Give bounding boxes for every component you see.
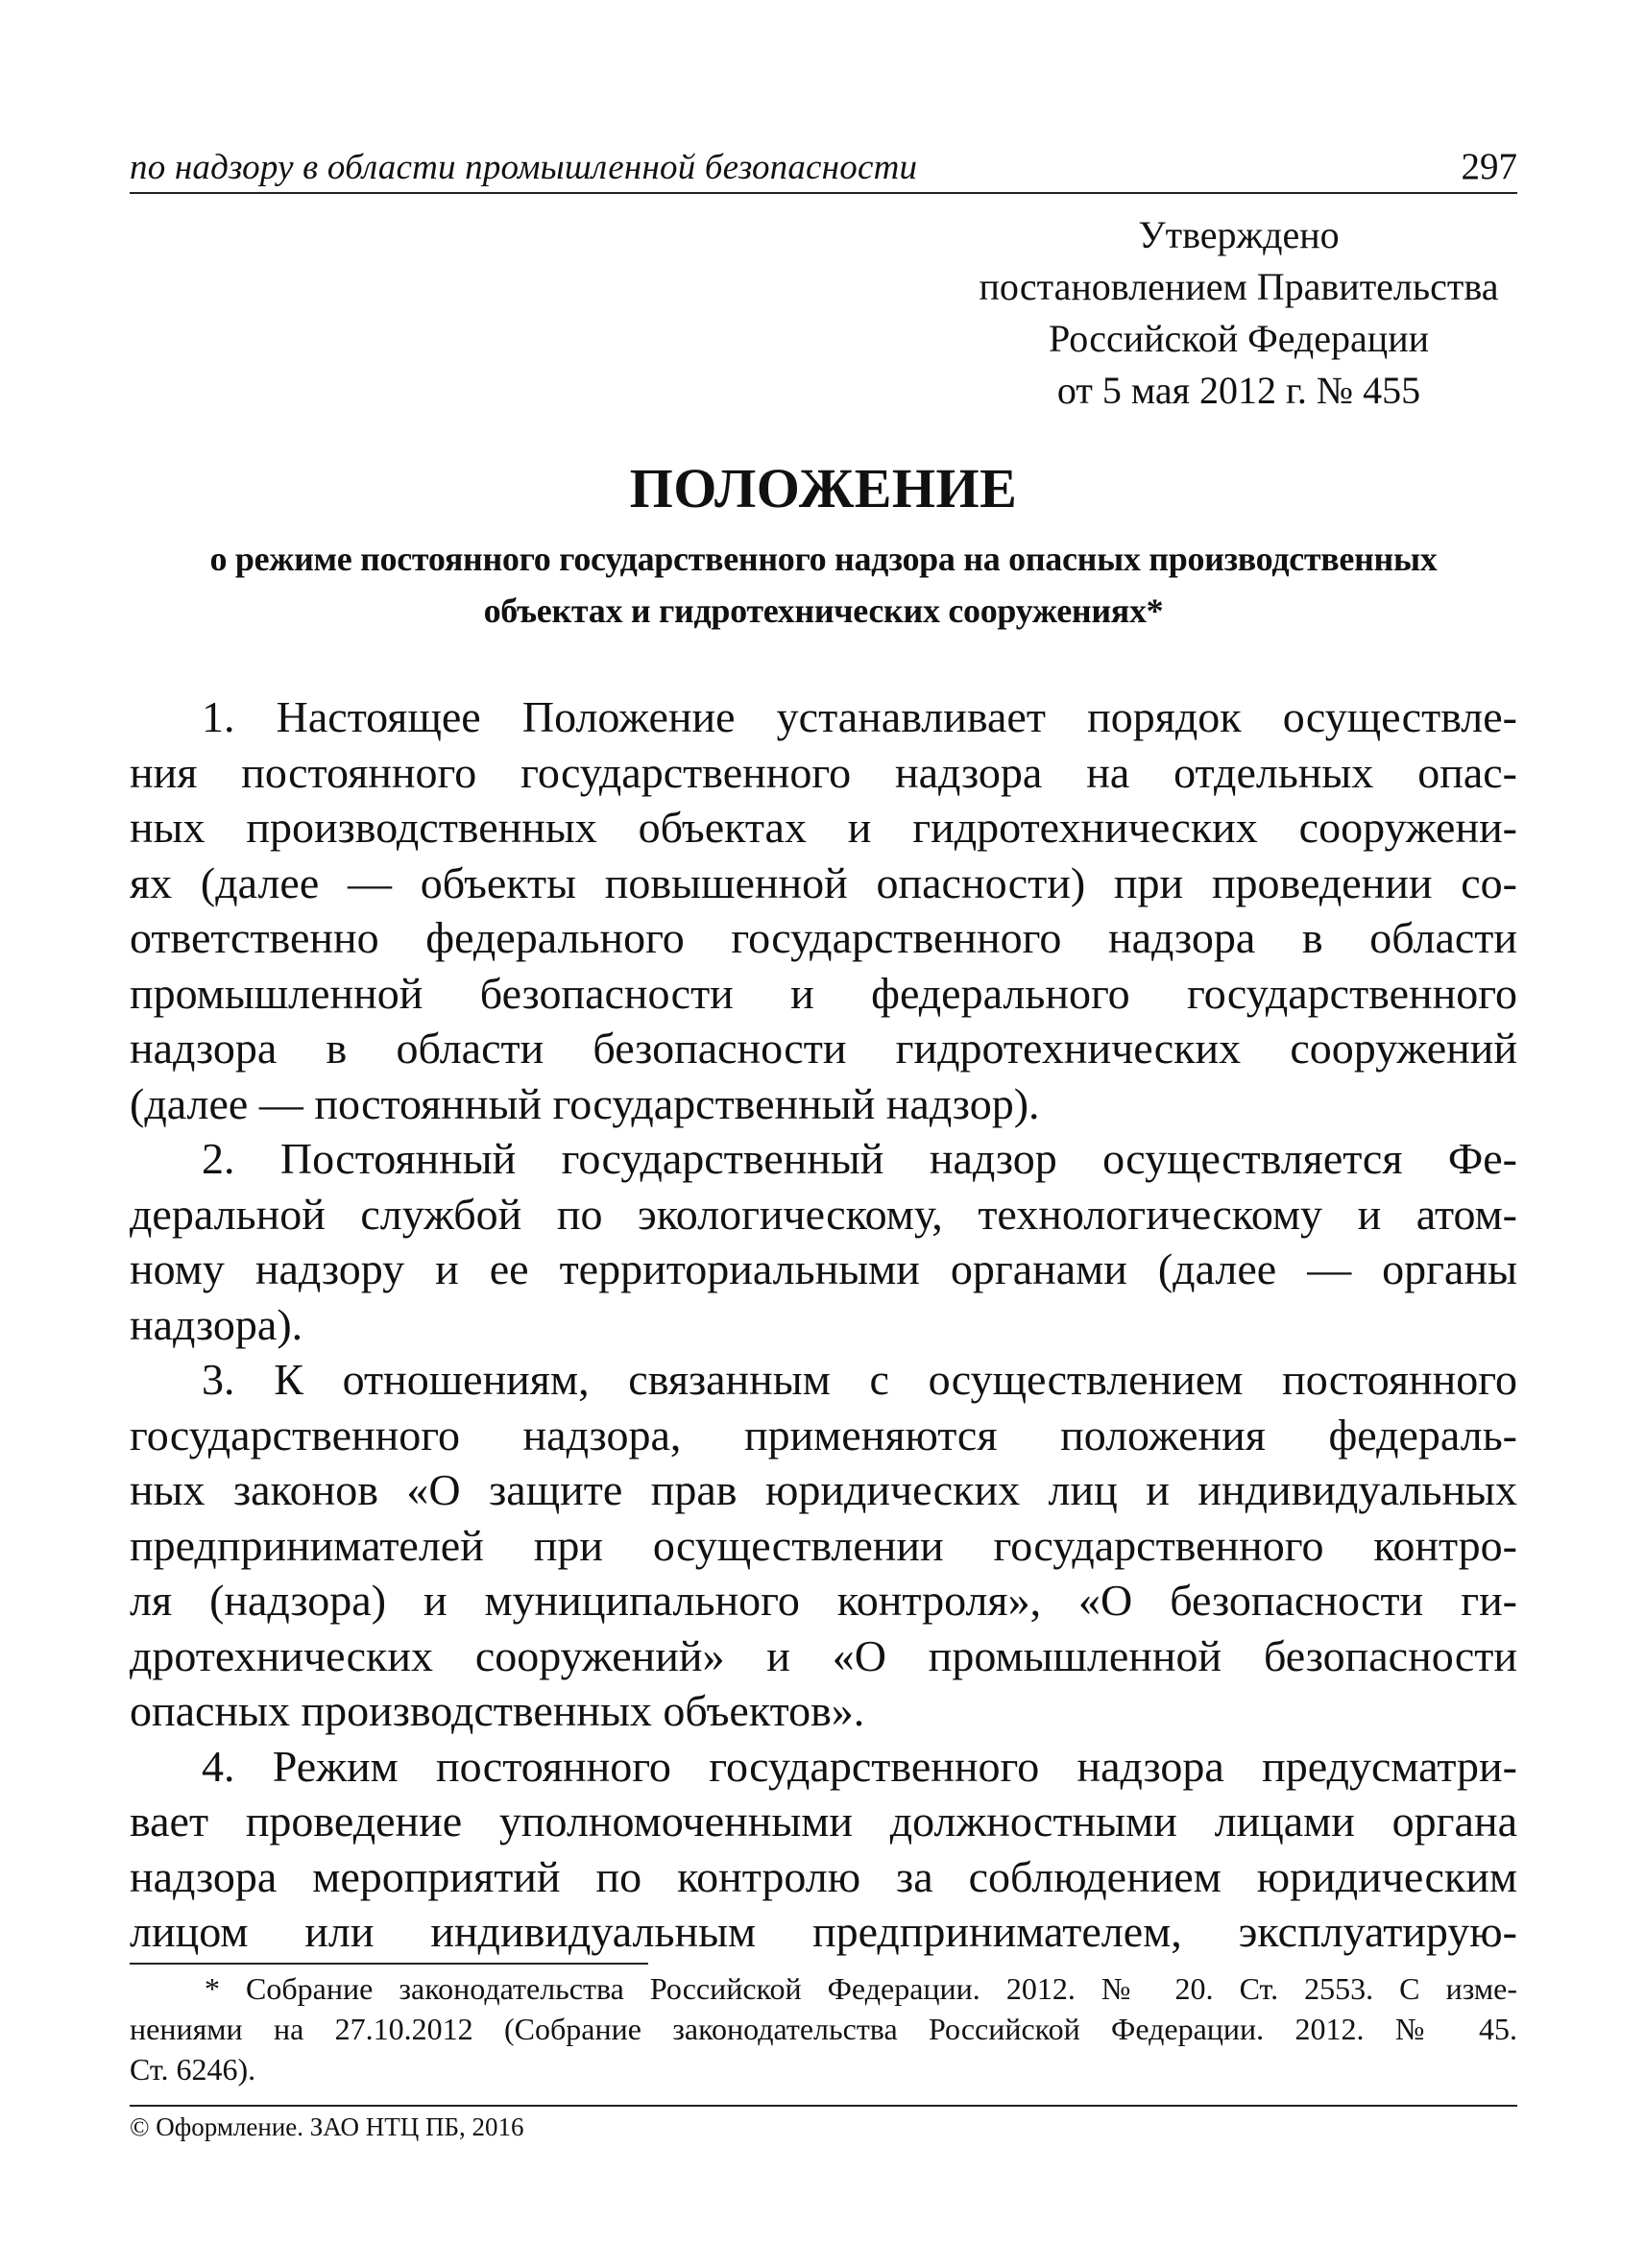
page-number: 297 bbox=[1461, 146, 1517, 187]
document-title: ПОЛОЖЕНИЕ bbox=[629, 457, 1018, 519]
text-line: ях (далее — объекты повышенной опасности) при проведении со- bbox=[130, 857, 1517, 907]
text-line: дротехнических сооружений» и «О промышленной безопасности bbox=[130, 1630, 1517, 1680]
document-subtitle bbox=[130, 533, 1517, 637]
text-line: деральной службой по экологическому, технологическому и атом- bbox=[130, 1189, 1517, 1239]
text-line: предпринимателей при осуществлении государственного контро- bbox=[130, 1520, 1517, 1570]
text-line: ответственно федерального государственного надзора в области bbox=[130, 913, 1517, 962]
subtitle-line: объектах и гидротехнических сооружениях* bbox=[483, 591, 1164, 630]
text-line: государственного надзора, применяются положения федераль- bbox=[130, 1410, 1517, 1460]
body-text bbox=[130, 689, 1517, 1960]
text-line: ных производственных объектах и гидротехнических сооружени- bbox=[130, 803, 1517, 852]
text-line: ния постоянного государственного надзора на отдельных опас- bbox=[130, 747, 1517, 797]
text-line: надзора). bbox=[130, 1299, 303, 1349]
text-line: 1. Настоящее Положение устанавливает порядок осуществле- bbox=[202, 692, 1517, 741]
approval-line: Утверждено bbox=[1138, 213, 1340, 256]
footer-divider bbox=[130, 2105, 1517, 2107]
text-line: промышленной безопасности и федерального государственного bbox=[130, 968, 1517, 1018]
text-line: ному надзору и ее территориальными органами (далее — органы bbox=[130, 1244, 1517, 1293]
approval-line: Российской Федерации bbox=[1048, 317, 1430, 360]
text-line: вает проведение уполномоченными должностными лицами органа bbox=[130, 1797, 1517, 1846]
paragraph-4 bbox=[130, 1739, 1517, 1960]
text-line: лицом или индивидуальным предпринимателем, эксплуатирую- bbox=[130, 1907, 1517, 1956]
text-line: 4. Режим постоянного государственного надзора предусматри- bbox=[202, 1741, 1517, 1791]
footnote-line: * Собрание законодательства Российской Федерации. 2012. № 20. Ст. 2553. С изме- bbox=[205, 1971, 1517, 2006]
paragraph-3 bbox=[130, 1352, 1517, 1739]
text-line: надзора мероприятий по контролю за соблюдением юридическим bbox=[130, 1851, 1517, 1901]
paragraph-1 bbox=[130, 689, 1517, 1131]
paragraph-2 bbox=[130, 1131, 1517, 1352]
text-line: опасных производственных объектов». bbox=[130, 1686, 865, 1735]
subtitle-line: о режиме постоянного государственного надзора на опасных производственных bbox=[209, 540, 1438, 578]
approval-line: от 5 мая 2012 г. № 455 bbox=[1056, 369, 1421, 412]
running-header bbox=[130, 144, 1517, 194]
approval-block bbox=[864, 209, 1613, 417]
copyright-notice: © Оформление. ЗАО НТЦ ПБ, 2016 bbox=[130, 2112, 524, 2141]
footnote-line: Ст. 6246). bbox=[130, 2052, 256, 2087]
text-line: 2. Постоянный государственный надзор осуществляется Фе- bbox=[202, 1134, 1517, 1183]
text-line: 3. К отношениям, связанным с осуществлением постоянного bbox=[202, 1355, 1517, 1404]
footnote-line: нениями на 27.10.2012 (Собрание законодательства Российской Федерации. 2012. № 45. bbox=[130, 2012, 1517, 2046]
text-line: ля (надзора) и муниципального контроля», «О безопасности ги- bbox=[130, 1576, 1517, 1625]
text-line: (далее — постоянный государственный надзор). bbox=[130, 1078, 1040, 1128]
text-line: надзора в области безопасности гидротехнических сооружений bbox=[130, 1024, 1517, 1073]
footnote-divider bbox=[130, 1963, 648, 1965]
running-title: по надзору в области промышленной безопасности bbox=[130, 148, 918, 187]
approval-line: постановлением Правительства bbox=[979, 265, 1499, 308]
footnote bbox=[130, 1968, 1517, 2089]
text-line: ных законов «О защите прав юридических лиц и индивидуальных bbox=[130, 1465, 1517, 1514]
